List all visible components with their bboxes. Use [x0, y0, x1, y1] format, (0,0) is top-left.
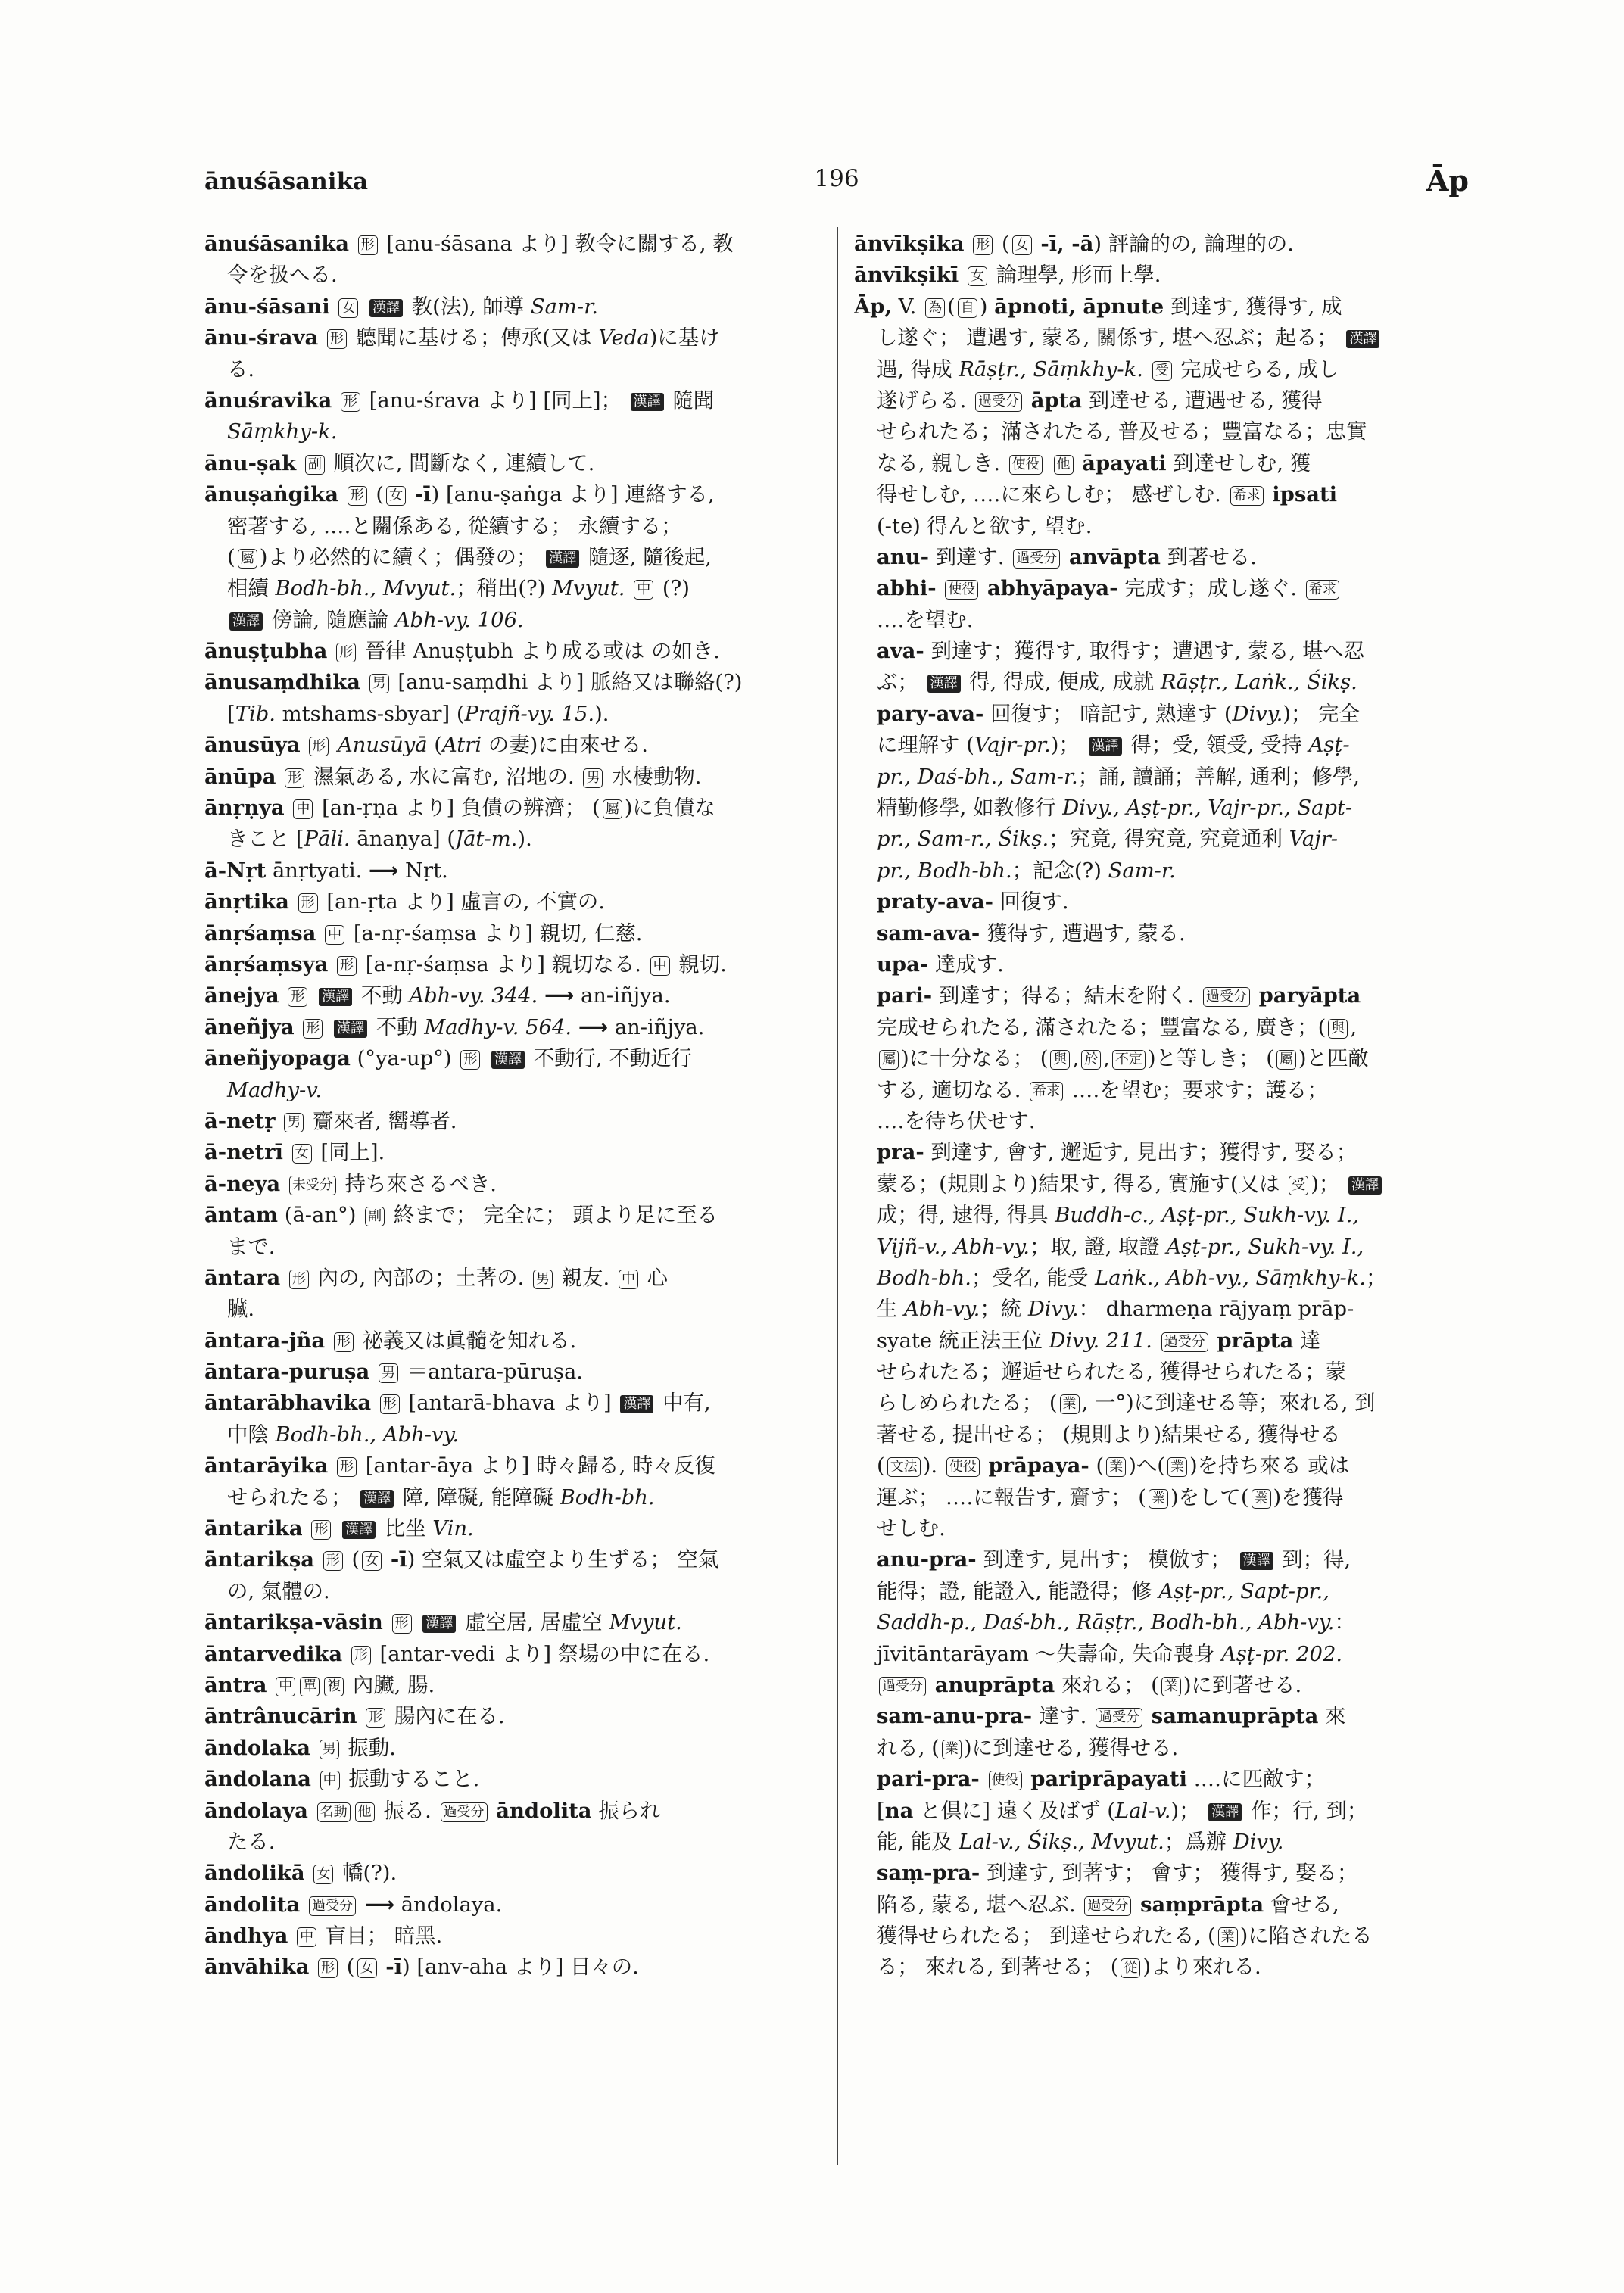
dict-line: sam-anu-pra- 達す. 過受分 samanuprāpta 來	[877, 1704, 1346, 1729]
dict-line: 能得；證, 能證入, 能證得；修 Aṣṭ-pr., Sapt-pr.,	[877, 1579, 1329, 1603]
dict-line: āndolaya 名動 他 振る. 過受分 āndolita 振られ	[204, 1798, 661, 1823]
dict-line: āntara-puruṣa 男 ＝antara-pūruṣa.	[204, 1360, 584, 1385]
grammar-label: 他	[1054, 455, 1074, 475]
dict-line: Sāṃkhy-k.	[227, 420, 338, 444]
dict-line: pra- 到達す, 會す, 邂逅す, 見出す；獲得す, 娶る；	[877, 1140, 1357, 1165]
grammar-label: 女	[968, 266, 987, 286]
grammar-label: 過受分	[975, 392, 1022, 412]
dict-line: [na と倶に] 遠く及ばず (Lal-v.)； 漢譯 作；行, 到；	[877, 1798, 1368, 1823]
grammar-label: 業	[1106, 1457, 1126, 1477]
dict-line: 臟.	[227, 1298, 255, 1322]
dict-line: の, 氣體の.	[227, 1579, 330, 1603]
grammar-label: 屬	[1276, 1050, 1296, 1070]
grammar-label: 過受分	[879, 1677, 926, 1696]
dict-line: 陷る, 蒙る, 堪へ忍ぶ. 過受分 saṃprāpta 會せる,	[877, 1892, 1339, 1917]
grammar-label: 使役	[945, 580, 978, 600]
grammar-label: 形	[358, 235, 378, 255]
dict-line: āndolita 過受分 ⟶ āndolaya.	[204, 1892, 503, 1917]
grammar-label: 過受分	[1161, 1332, 1208, 1352]
dict-line: ava- 到達す；獲得す, 取得す；遭遇す, 蒙る, 堪へ忍	[877, 639, 1365, 664]
grammar-label: 形	[973, 235, 993, 255]
dict-line: āntarābhavika 形 [antarā-bhava より] 漢譯 中有,	[204, 1391, 711, 1416]
dict-line: る.	[227, 357, 255, 382]
dict-line: ānuśravika 形 [anu-śrava より] [同上]； 漢譯 隨聞	[204, 388, 715, 413]
dict-line: きこと [Pāli. ānaṇya] (Jāt-m.).	[227, 827, 532, 852]
page-header	[204, 164, 1469, 206]
dict-line: ānusūya 形 Anusūyā (Atri の妻)に由來せる.	[204, 733, 649, 758]
dict-line: まで.	[227, 1235, 276, 1259]
dict-line: に理解す (Vajr-pr.)； 漢譯 得；受, 領受, 受持 Aṣṭ-	[877, 734, 1350, 758]
dict-line: āndhya 中 盲目； 暗黑.	[204, 1924, 443, 1949]
grammar-label: 女	[357, 1958, 377, 1978]
dict-line: jīvitāntarāyam ～失壽命, 失命喪身 Aṣṭ-pr. 202.	[877, 1642, 1343, 1666]
grammar-label: 形	[298, 893, 318, 913]
grammar-label: 中	[619, 1270, 638, 1289]
dict-line: ā-netrī 女 [同上].	[204, 1140, 385, 1165]
cross-ref-arrow-icon: ⟶	[578, 1015, 609, 1039]
cross-ref-arrow-icon: ⟶	[369, 858, 399, 883]
grammar-label: 男	[369, 674, 389, 693]
dict-line: 完成せられたる, 滿されたる；豐富なる, 廣き；( 與 ,	[877, 1015, 1357, 1039]
dict-line: ānuṣṭubha 形 晉律 Anuṣṭubh より成る或は の如き.	[204, 639, 720, 664]
dict-line: たる.	[227, 1830, 276, 1854]
grammar-label: 形	[327, 329, 347, 349]
dict-line: āntam (ā-an°) 副 終まで； 完全に； 頭より足に至る	[204, 1203, 718, 1228]
grammar-label: 女	[386, 486, 406, 506]
kanyaku-badge: 漢譯	[229, 612, 263, 631]
grammar-label: 女	[292, 1144, 312, 1164]
grammar-label: 與	[1050, 1050, 1070, 1070]
grammar-label: 過受分	[1013, 549, 1060, 569]
dict-line: āndolaka 男 振動.	[204, 1735, 396, 1760]
dict-line: ānvāhika 形 ( 女 -ī) [anv-aha より] 日々の.	[204, 1955, 639, 1980]
dict-line: し遂ぐ； 遭遇す, 蒙る, 關係す, 堪へ忍ぶ；起る； 漢譯	[854, 322, 1471, 354]
dict-line: āndolikā 女 轎(?).	[204, 1861, 397, 1886]
dict-line: ā-Nṛt ānṛtyati. ⟶ Nṛt.	[204, 858, 448, 883]
grammar-label: 副	[365, 1207, 385, 1226]
grammar-label: 希求	[1306, 580, 1339, 600]
dict-line: なる, 親しき. 使役 他 āpayati 到達せしむ, 獲	[877, 450, 1311, 475]
dict-line: ( 屬 )より必然的に續く；偶發の； 漢譯 隨逐, 隨後起,	[227, 545, 712, 569]
kanyaku-badge: 漢譯	[319, 988, 352, 1006]
kanyaku-badge: 漢譯	[546, 550, 579, 568]
grammar-label: 使役	[1009, 455, 1043, 475]
grammar-label: 形	[336, 643, 356, 662]
dict-line: Madhy-v.	[227, 1078, 323, 1102]
dict-line: ānūpa 形 濕氣ある, 水に富む, 沼地の. 男 水棲動物.	[204, 764, 702, 789]
grammar-label: 形	[392, 1614, 412, 1634]
grammar-label: 使役	[946, 1457, 980, 1477]
dict-line: ‥‥を待ち伏せす.	[877, 1109, 1036, 1133]
kanyaku-badge: 漢譯	[1348, 1176, 1382, 1195]
kanyaku-badge: 漢譯	[631, 393, 664, 411]
dict-line: する, 適切なる. 希求 ‥‥を望む；要求す；護る；	[877, 1078, 1328, 1102]
dict-line: Āp, V. 為 ( 自 ) āpnoti, āpnute 到達す, 獲得す, 成	[854, 294, 1342, 319]
grammar-label: 希求	[1230, 486, 1264, 506]
dict-line: praty-ava- 回復す.	[877, 889, 1069, 914]
kanyaku-badge: 漢譯	[1089, 737, 1122, 756]
dict-line: 相續 Bodh-bh., Mvyut.；稍出(?) Mvyut. 中 (?)	[227, 577, 690, 601]
grammar-label: 男	[284, 1113, 304, 1132]
dict-line: āntarika 形 漢譯 比坐 Vin.	[204, 1516, 474, 1541]
running-head-right: Āp	[1426, 164, 1469, 198]
dict-line: āntara 形 內の, 內部の；土著の. 男 親友. 中 心	[204, 1265, 669, 1290]
grammar-label: 女	[338, 298, 358, 318]
dict-line: pary-ava- 回復す； 暗記す, 熟達す (Divy.)； 完全	[877, 701, 1360, 726]
dict-line: pr., Daś-bh., Sam-r.；誦, 讀誦；善解, 通利；修學,	[877, 765, 1360, 789]
kanyaku-badge: 漢譯	[1240, 1552, 1273, 1570]
grammar-label: 形	[309, 737, 329, 756]
dict-line: āntra 中 單 複 內臟, 腸.	[204, 1672, 435, 1697]
dict-line: pari-pra- 使役 pariprāpayati ‥‥に匹敵す；	[877, 1767, 1326, 1792]
grammar-label: 為	[925, 298, 945, 318]
dict-line: 著せる, 提出せる； (規則より)結果せる, 獲得せる	[877, 1422, 1341, 1447]
dict-line: Bodh-bh.；受名, 能受 Laṅk., Abh-vy., Sāṃkhy-k.；	[877, 1266, 1387, 1290]
dict-line: anu-pra- 到達す, 見出す； 模倣す； 漢譯 到；得,	[877, 1547, 1351, 1572]
right-column	[854, 229, 1471, 1983]
dict-line: syate 統正法王位 Divy. 211. 過受分 prāpta 達	[877, 1328, 1321, 1353]
grammar-label: 形	[289, 1270, 309, 1289]
grammar-label: 形	[311, 1520, 331, 1540]
grammar-label: 形	[380, 1394, 400, 1414]
grammar-label: 從	[1121, 1958, 1140, 1978]
grammar-label: 未受分	[289, 1176, 336, 1195]
dict-line: pari- 到達す；得る；結末を附く. 過受分 paryāpta	[877, 983, 1361, 1008]
dict-line: (-te) 得んと欲す, 望む.	[877, 514, 1093, 538]
dict-line: 精勤修學, 如教修行 Divy., Aṣṭ-pr., Vajr-pr., Sapt-	[877, 796, 1353, 821]
grammar-label: 受	[1152, 361, 1172, 381]
grammar-label: 複	[324, 1677, 344, 1696]
grammar-label: 業	[1161, 1677, 1181, 1696]
dict-line: ānṛśaṃsya 形 [a-nṛ-śaṃsa より] 親切なる. 中 親切.	[204, 952, 727, 977]
dict-line: saṃ-pra- 到達す, 到著す； 會す； 獲得す, 娶る；	[877, 1861, 1358, 1886]
kanyaku-badge: 漢譯	[342, 1521, 376, 1539]
grammar-label: 過受分	[1084, 1896, 1131, 1916]
grammar-label: 中	[325, 925, 344, 945]
grammar-label: 中	[634, 580, 653, 600]
grammar-label: 形	[351, 1646, 371, 1665]
dict-line: Vijñ-v., Abh-vy.；取, 證, 取證 Aṣṭ-pr., Sukh-vy. I.,	[877, 1235, 1364, 1259]
grammar-label: 文法	[887, 1457, 921, 1477]
dict-line: 生 Abh-vy.；統 Divy.： dharmeṇa rājyaṃ prāp-	[877, 1298, 1354, 1322]
kanyaku-badge: 漢譯	[334, 1020, 367, 1038]
dict-line: れる, ( 業 )に到達せる, 獲得せる.	[877, 1736, 1179, 1760]
dict-line: せしむ.	[877, 1517, 946, 1541]
grammar-label: 過受分	[309, 1896, 356, 1916]
dict-line: らしめられたる； ( 業 , 一°)に到達せる等；來れる, 到	[877, 1391, 1376, 1416]
grammar-label: 業	[1167, 1457, 1187, 1477]
grammar-label: 女	[313, 1865, 333, 1884]
dict-line: ānu-śāsani 女 漢譯 教(法), 師導 Sam-r.	[204, 294, 598, 319]
dict-line: Saddh-p., Daś-bh., Rāṣṭr., Bodh-bh., Abh-vy.：	[877, 1611, 1355, 1635]
grammar-label: 男	[320, 1740, 339, 1759]
dict-line: ānuśāsanika 形 [anu-śāsana より] 教令に關する, 教	[204, 232, 734, 256]
grammar-label: 男	[379, 1363, 398, 1383]
dict-line: ぶ； 漢譯 得, 得成, 便成, 成就 Rāṣṭr., Laṅk., Śikṣ.	[877, 671, 1357, 695]
grammar-label: 過受分	[441, 1802, 488, 1822]
grammar-label: 單	[300, 1677, 320, 1696]
grammar-label: 副	[305, 455, 325, 475]
dict-line: sam-ava- 獲得す, 遭遇す, 蒙る.	[877, 921, 1186, 946]
dict-line: ‥‥を望む.	[877, 608, 974, 632]
grammar-label: 屬	[879, 1050, 899, 1070]
dict-line: ānṛśaṃsa 中 [a-nṛ-śaṃsa より] 親切, 仁慈.	[204, 921, 643, 946]
grammar-label: 名動	[317, 1802, 351, 1822]
grammar-label: 不定	[1112, 1050, 1146, 1070]
dict-line: 中陰 Bodh-bh., Abh-vy.	[227, 1422, 460, 1447]
kanyaku-badge: 漢譯	[1208, 1803, 1242, 1821]
dict-line: ( 文法 ). 使役 prāpaya- ( 業 )へ( 業 )を持ち來る 或は	[877, 1453, 1350, 1478]
grammar-label: 形	[341, 392, 360, 412]
dict-line: ānu-śrava 形 聽聞に基ける；傳承(又は Veda)に基け	[204, 326, 720, 350]
dict-line: 運ぶ； ‥‥に報告す, 齎す； ( 業 )をして( 業 )を獲得	[877, 1485, 1344, 1509]
dict-line: āntarikṣa-vāsin 形 漢譯 虛空居, 居虛空 Mvyut.	[204, 1610, 682, 1635]
kanyaku-badge: 漢譯	[620, 1395, 653, 1413]
grammar-label: 形	[303, 1019, 323, 1039]
grammar-label: 業	[1060, 1394, 1080, 1414]
dict-line: āndolana 中 振動すること.	[204, 1767, 480, 1792]
left-column	[204, 229, 824, 1983]
dict-line: āntarāyika 形 [antar-āya より] 時々歸る, 時々反復	[204, 1453, 715, 1478]
grammar-label: 業	[1149, 1489, 1168, 1509]
dict-line: āntara-jña 形 祕義又は眞髓を知れる.	[204, 1328, 577, 1353]
dict-line: ā-netṛ 男 齎來者, 嚮導者.	[204, 1108, 457, 1133]
dict-line: upa- 達成す.	[877, 952, 1004, 977]
grammar-label: 屬	[238, 549, 257, 569]
grammar-label: 過受分	[1096, 1708, 1142, 1728]
grammar-label: 形	[366, 1708, 385, 1728]
dict-line: anu- 到達す. 過受分 anvāpta 到著せる.	[877, 544, 1257, 569]
grammar-label: 使役	[989, 1771, 1022, 1790]
grammar-label: 形	[460, 1050, 480, 1070]
grammar-label: 形	[337, 1457, 357, 1477]
grammar-label: 於	[1081, 1050, 1101, 1070]
grammar-label: 男	[533, 1270, 553, 1289]
grammar-label: 女	[362, 1551, 382, 1571]
dict-line: ānṛtika 形 [an-ṛta より] 虛言の, 不實の.	[204, 889, 606, 914]
grammar-label: 形	[334, 1332, 354, 1352]
dict-line: ānejya 形 漢譯 不動 Abh-vy. 344. ⟶ an-iñjya.	[204, 983, 671, 1008]
grammar-label: 業	[1252, 1489, 1271, 1509]
dict-line: ānṛṇya 中 [an-ṛṇa より] 負債の辨濟； ( 屬 )に負債な	[204, 796, 715, 821]
kanyaku-badge: 漢譯	[360, 1490, 394, 1508]
dict-line: [Tib. mtshams-sbyar] (Prajñ-vy. 15.).	[227, 702, 609, 726]
dict-line: 蒙る；(規則より)結果す, 得る, 實施す(又は 受 )； 漢譯	[854, 1169, 1471, 1200]
grammar-label: 業	[1218, 1927, 1238, 1947]
dict-line: ānuṣaṅgika 形 ( 女 -ī) [anu-ṣaṅga より] 連絡する,	[204, 482, 715, 507]
dict-line: 成；得, 逮得, 得具 Buddh-c., Aṣṭ-pr., Sukh-vy. I.,	[877, 1204, 1360, 1228]
grammar-label: 屬	[603, 799, 622, 819]
grammar-label: 中	[297, 1927, 316, 1947]
dict-line: ānu-ṣak 副 順次に, 間斷なく, 連續して.	[204, 450, 595, 475]
dict-line: āntarvedika 形 [antar-vedi より] 祭場の中に在る.	[204, 1641, 710, 1666]
dict-line: 屬 )に十分なる； ( 與 , 於 , 不定 )と等しき； ( 屬 )と匹敵	[854, 1043, 1471, 1074]
grammar-label: 自	[958, 298, 977, 318]
dict-line: ānusaṃdhika 男 [anu-saṃdhi より] 脈絡又は聯絡(?)	[204, 670, 743, 695]
dict-line: 令を扱へる.	[227, 263, 338, 288]
dict-line: 遂げらる. 過受分 āpta 到達せる, 遭遇せる, 獲得	[877, 388, 1323, 413]
grammar-label: 中	[650, 956, 670, 976]
kanyaku-badge: 漢譯	[369, 299, 403, 317]
cross-ref-arrow-icon: ⟶	[544, 984, 575, 1008]
kanyaku-badge: 漢譯	[422, 1615, 456, 1633]
dict-line: āntarikṣa 形 ( 女 -ī) 空氣又は虛空より生ずる； 空氣	[204, 1547, 719, 1572]
dict-line: āneñjyopaga (°ya-up°) 形 漢譯 不動行, 不動近行	[204, 1046, 692, 1071]
grammar-label: 他	[355, 1802, 375, 1822]
kanyaku-badge: 漢譯	[1346, 330, 1379, 348]
dict-line: 獲得せられたる； 到達せられたる, ( 業 )に陷されたる	[877, 1924, 1373, 1949]
dict-line: 得せしむ, ‥‥に來らしむ； 感ぜしむ. 希求 ipsati	[877, 482, 1338, 507]
grammar-label: 形	[348, 486, 367, 506]
dict-line: 遇, 得成 Rāṣṭr., Sāṃkhy-k. 受 完成せらる, 成し	[877, 357, 1339, 382]
grammar-label: 形	[318, 1958, 338, 1978]
grammar-label: 中	[276, 1677, 295, 1696]
dict-line: 過受分 anuprāpta 來れる； ( 業 )に到著せる.	[854, 1670, 1471, 1701]
grammar-label: 形	[323, 1551, 343, 1571]
kanyaku-badge: 漢譯	[927, 675, 961, 693]
dict-line: 能, 能及 Lal-v., Śikṣ., Mvyut.；爲辦 Divy.	[877, 1830, 1284, 1854]
grammar-label: 與	[1328, 1019, 1348, 1039]
cross-ref-arrow-icon: ⟶	[364, 1893, 395, 1917]
dict-line: abhi- 使役 abhyāpaya- 完成す；成し遂ぐ. 希求	[854, 573, 1471, 604]
dict-line: せられたる；滿されたる, 普及せる；豐富なる；忠實	[877, 420, 1367, 444]
grammar-label: 形	[288, 987, 307, 1007]
grammar-label: 女	[1012, 235, 1032, 255]
dict-line: pr., Sam-r., Śikṣ.；究竟, 得究竟, 究竟通利 Vajr-	[877, 827, 1339, 852]
dict-line: せられたる； 漢譯 障, 障礙, 能障礙 Bodh-bh.	[227, 1485, 655, 1509]
grammar-label: 中	[293, 799, 313, 819]
dict-line: ānvīkṣika 形 ( 女 -ī, -ā) 評論的の, 論理的の.	[854, 232, 1294, 256]
grammar-label: 形	[285, 768, 304, 788]
dict-line: 漢譯 傍論, 隨應論 Abh-vy. 106.	[204, 605, 824, 636]
dict-line: ā-neya 未受分 持ち來さるべき.	[204, 1171, 497, 1196]
running-head-left: ānuśāsanika	[204, 168, 369, 195]
dict-line: āneñjya 形 漢譯 不動 Madhy-v. 564. ⟶ an-iñjya.	[204, 1014, 705, 1039]
kanyaku-badge: 漢譯	[491, 1051, 525, 1069]
grammar-label: 希求	[1030, 1082, 1063, 1101]
dict-line: āntrânucārin 形 腸內に在る.	[204, 1704, 505, 1729]
grammar-label: 受	[1289, 1176, 1308, 1195]
page-number: 196	[814, 165, 859, 192]
grammar-label: 業	[942, 1740, 962, 1759]
grammar-label: 過受分	[1203, 987, 1250, 1007]
dict-line: 密著する, ‥‥と關係ある, 從續する； 永續する；	[227, 514, 682, 538]
dict-line: る； 來れる, 到著せる； ( 從 )より來れる.	[877, 1955, 1261, 1980]
column-divider	[837, 227, 838, 2165]
grammar-label: 中	[320, 1771, 340, 1790]
dict-line: pr., Bodh-bh.；記念(?) Sam-r.	[877, 858, 1176, 883]
grammar-label: 形	[337, 956, 357, 976]
dict-line: ānvīkṣikī 女 論理學, 形而上學.	[854, 263, 1161, 288]
grammar-label: 男	[583, 768, 603, 788]
dict-line: せられたる；邂逅せられたる, 獲得せられたる；蒙	[877, 1360, 1347, 1385]
